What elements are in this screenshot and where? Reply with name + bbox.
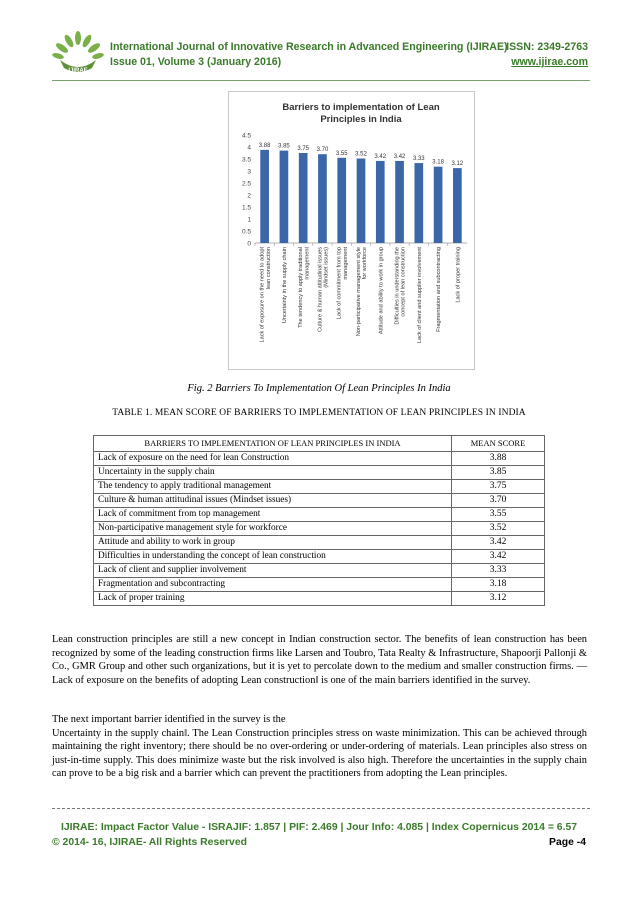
- paragraph-supply-chain: [52, 713, 587, 781]
- table-row: [94, 536, 545, 550]
- x-axis-labels: [259, 247, 461, 344]
- bar-value-label: 3.12: [451, 161, 464, 168]
- score-cell: 3.88: [452, 452, 545, 466]
- score-cell: 3.75: [452, 480, 545, 494]
- table-row: [94, 522, 545, 536]
- journal-url-link[interactable]: www.ijirae.com: [511, 56, 588, 68]
- x-category-label: [436, 247, 442, 332]
- table-header-row: [94, 436, 545, 452]
- score-cell: 3.12: [452, 592, 545, 606]
- score-cell: 3.33: [452, 564, 545, 578]
- x-category-label-line: The tendency to apply traditional: [297, 247, 304, 328]
- bar: [337, 158, 346, 243]
- x-category-label-line: Fragmentation and subcontracting: [436, 247, 443, 332]
- bar-value-label: 3.88: [258, 142, 271, 149]
- bar: [260, 150, 269, 243]
- bar: [395, 161, 404, 243]
- journal-header: [52, 30, 588, 80]
- x-category-label-line: Culture & human attitudinal issues: [317, 247, 324, 332]
- table-row: [94, 508, 545, 522]
- paragraph-body: Uncertainty in the supply chain‖. The Lean Construction principles stress on waste minimization. This can be achieved through maintaining the right inventory; there should be no over-ordering or under-ordering of materials. Lean principles also stress on just-in-time supply. This does minimize waste but the risk involved is also high. Therefore the uncertainties in the supply chain can prove to be a big risk and a barrier which can prevent the practitioners from adopting the Lean principles.: [52, 727, 587, 780]
- x-category-label-line: Non-participative management style: [355, 247, 362, 337]
- score-cell: 3.52: [452, 522, 545, 536]
- x-category-label-line: lean construction: [265, 247, 272, 290]
- x-category-label: [298, 247, 310, 328]
- header-mean-score: MEAN SCORE: [452, 436, 545, 452]
- x-category-label: [356, 247, 368, 336]
- page-number: Page -4: [549, 837, 586, 848]
- svg-text:IJIRAE: IJIRAE: [68, 68, 88, 74]
- y-tick-label: 0: [247, 240, 251, 248]
- footer-impact-factor: IJIRAE: Impact Factor Value - ISRAJIF: 1.857 | PIF: 2.469 | Jour Info: 4.085 | Index Copernicus 2014 = 6.57: [60, 822, 578, 833]
- y-axis: [242, 133, 467, 248]
- journal-title: International Journal of Innovative Research in Advanced Engineering (IJIRAE): [110, 41, 508, 53]
- x-category-label: [282, 247, 288, 323]
- paragraph-lean-principles: Lean construction principles are still a new concept in Indian construction sector. The benefits of lean construction has been recognized by some of the leading construction firms like Larsen and Toubro, Tata Realty & Infrastructure, Shapoorji Pallonji & Co., GMR Group and other such organizations, but it is yet to percolate down to the medium and smaller construction firms. —Lack of exposure on the benefits of adopting Lean construction‖ is one of the main barriers identified in the survey.: [52, 634, 587, 686]
- table-row: [94, 480, 545, 494]
- score-cell: 3.85: [452, 466, 545, 480]
- barrier-cell: Uncertainty in the supply chain: [94, 466, 452, 480]
- paragraph-lead-line: The next important barrier identified in the survey is the: [52, 714, 286, 725]
- bar-value-label: 3.18: [432, 159, 444, 166]
- table-row: [94, 578, 545, 592]
- x-category-label: [378, 247, 384, 334]
- bar: [357, 159, 366, 243]
- x-category-label: [417, 247, 423, 344]
- x-category-label-line: Lack of client and supplier involvement: [416, 247, 423, 344]
- table-row: [94, 564, 545, 578]
- barrier-cell: Attitude and ability to work in group: [94, 536, 452, 550]
- y-tick-label: 2: [247, 192, 251, 200]
- x-category-label-line: Lack of proper training: [455, 247, 462, 303]
- chart-title-line: Barriers to implementation of Lean: [282, 102, 440, 113]
- x-category-label-line: Attitude and ability to work in group: [378, 247, 385, 335]
- bar-value-label: 3.85: [278, 143, 290, 150]
- header-barriers: BARRIERS TO IMPLEMENTATION OF LEAN PRINCIPLES IN INDIA: [94, 436, 452, 452]
- y-tick-label: 1: [247, 216, 251, 224]
- bar: [434, 167, 443, 243]
- score-cell: 3.55: [452, 508, 545, 522]
- footer-copyright: © 2014- 16, IJIRAE- All Rights Reserved: [52, 837, 247, 848]
- bar-value-label: 3.42: [393, 153, 406, 160]
- y-tick-label: 3.5: [241, 156, 251, 164]
- bar: [376, 161, 385, 243]
- x-category-label-line: concept of lean construction: [400, 247, 407, 317]
- table-row: [94, 550, 545, 564]
- bars: [255, 143, 464, 246]
- y-tick-label: 2.5: [241, 180, 251, 188]
- table-title: TABLE 1. MEAN SCORE OF BARRIERS TO IMPLEMENTATION OF LEAN PRINCIPLES IN INDIA: [112, 408, 526, 418]
- bar: [453, 168, 462, 243]
- barrier-cell: Culture & human attitudinal issues (Mindset issues): [94, 494, 452, 508]
- table-row: [94, 592, 545, 606]
- issue-info: Issue 01, Volume 3 (January 2016): [110, 56, 282, 68]
- score-cell: 3.42: [452, 550, 545, 564]
- bar-value-label: 3.55: [335, 150, 348, 157]
- barrier-cell: Difficulties in understanding the concept of lean construction: [94, 550, 452, 564]
- bar-value-label: 3.75: [297, 146, 310, 152]
- bar-value-label: 3.70: [316, 147, 329, 154]
- header-divider: [52, 80, 590, 81]
- x-category-label: [259, 247, 271, 343]
- issn: ISSN: 2349-2763: [506, 41, 588, 53]
- x-category-label-line: Uncertainty in the supply chain: [281, 247, 288, 324]
- barrier-cell: Lack of client and supplier involvement: [94, 564, 452, 578]
- bar-value-label: 3.52: [355, 151, 367, 158]
- bar-value-label: 3.33: [412, 156, 425, 163]
- x-category-label-line: Difficulties in understanding the: [394, 247, 401, 325]
- barrier-cell: Fragmentation and subcontracting: [94, 578, 452, 592]
- bar-chart-svg: [229, 92, 476, 371]
- score-cell: 3.18: [452, 578, 545, 592]
- barrier-cell: Lack of exposure on the need for lean Construction: [94, 452, 452, 466]
- y-tick-label: 0.5: [241, 228, 251, 236]
- x-category-label: [317, 247, 329, 332]
- score-cell: 3.42: [452, 536, 545, 550]
- x-category-label-line: Lack of exposure on the need to adopt: [259, 247, 266, 343]
- x-category-label-line: for workforce: [362, 247, 369, 280]
- x-category-label: [455, 247, 461, 303]
- y-tick-label: 4.5: [241, 132, 251, 140]
- journal-logo-icon: [52, 30, 104, 76]
- x-category-label-line: Lack of commitment from top: [336, 247, 343, 320]
- y-tick-label: 4: [247, 144, 251, 152]
- bar-chart: [228, 91, 475, 370]
- score-cell: 3.70: [452, 494, 545, 508]
- table-row: [94, 452, 545, 466]
- barrier-cell: Non-participative management style for workforce: [94, 522, 452, 536]
- x-category-label-line: (Mindset issues): [323, 247, 330, 288]
- y-tick-label: 1.5: [241, 204, 251, 212]
- barrier-cell: Lack of commitment from top management: [94, 508, 452, 522]
- bar: [414, 163, 423, 243]
- chart-title-line: Principles in India: [320, 114, 402, 125]
- table-row: [94, 466, 545, 480]
- barrier-cell: Lack of proper training: [94, 592, 452, 606]
- footer-divider: [52, 808, 590, 809]
- bar-value-label: 3.42: [374, 153, 387, 160]
- x-category-label-line: management: [304, 247, 311, 280]
- bar: [318, 154, 327, 243]
- bar: [299, 153, 308, 243]
- y-tick-label: 3: [247, 168, 251, 176]
- barrier-cell: The tendency to apply traditional management: [94, 480, 452, 494]
- x-category-label-line: management: [342, 247, 349, 280]
- table-row: [94, 494, 545, 508]
- x-category-label: [337, 247, 349, 320]
- figure-caption: Fig. 2 Barriers To Implementation Of Lean Principles In India: [187, 383, 451, 394]
- mean-score-table: [93, 435, 545, 606]
- x-category-label: [394, 247, 406, 325]
- chart-title: [282, 102, 440, 125]
- bar: [280, 151, 289, 243]
